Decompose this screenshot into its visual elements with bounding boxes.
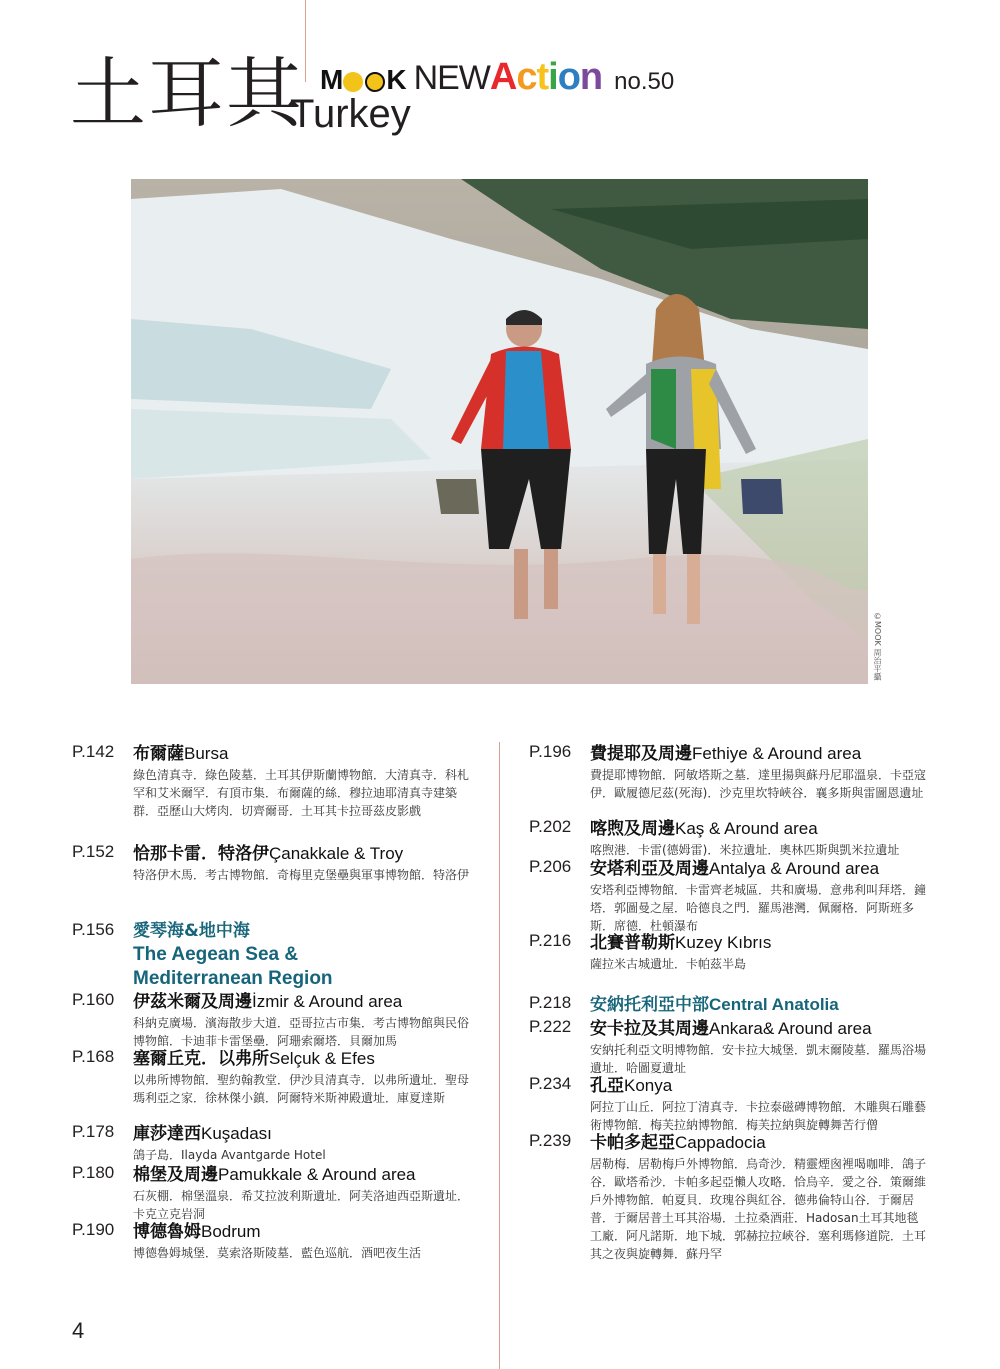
toc-description: 阿拉丁山丘．阿拉丁清真寺．卡拉泰磁磚博物館．木雕與石雕藝術博物館．梅芙拉納博物館．梅芙拉納與旋轉舞苦行僧 [590, 1100, 927, 1132]
toc-title [590, 817, 939, 841]
toc-title-en: Konya [624, 1076, 673, 1095]
toc-entry[interactable] [529, 1131, 939, 1261]
toc-page-number: P.168 [72, 1047, 115, 1066]
toc-description: 科納克廣場．濱海散步大道．亞哥拉古市集．考古博物館與民俗博物館．卡迪菲卡雷堡壘．阿珊索爾塔．貝爾加馬 [133, 1016, 470, 1048]
toc-page-number: P.206 [529, 857, 572, 876]
toc-title-en: Kaş & Around area [675, 819, 818, 838]
toc-title [133, 1122, 482, 1146]
toc-page-number: P.239 [529, 1131, 572, 1150]
toc-title [590, 1131, 939, 1155]
toc-entry[interactable] [72, 1163, 482, 1220]
toc-page-number: P.202 [529, 817, 572, 836]
toc-title [590, 857, 939, 881]
toc-title [133, 990, 482, 1014]
page-title-english: Turkey [290, 92, 411, 136]
toc-title [133, 742, 482, 766]
toc-entry[interactable] [72, 990, 482, 1047]
toc-title-zh: 博德魯姆 [133, 1222, 201, 1242]
toc-region-entry[interactable] [529, 993, 939, 1017]
toc-page-number: P.216 [529, 931, 572, 950]
toc-title-zh: 庫莎達西 [133, 1124, 201, 1144]
toc-entry[interactable] [72, 742, 482, 842]
toc-title-en: Pamukkale & Around area [218, 1165, 416, 1184]
region-title-zh: 安納托利亞中部 [590, 995, 709, 1015]
toc-description: 費提耶博物館．阿敏塔斯之墓．達里揚與蘇丹尼耶溫泉．卡亞寇伊．歐履德尼茲(死海)．沙克里坎特峽谷．襄多斯與雷圖恩遺址 [590, 768, 927, 800]
toc-page-number: P.178 [72, 1122, 115, 1141]
newaction-logo [414, 56, 603, 99]
region-title-en: Central Anatolia [709, 995, 839, 1014]
header-divider-line [305, 0, 306, 82]
toc-page-number: P.160 [72, 990, 115, 1009]
toc-title-zh: 塞爾丘克．以弗所 [133, 1049, 269, 1069]
toc-title-en: Antalya & Around area [709, 859, 880, 878]
toc-title [133, 1047, 482, 1071]
toc-title-en: Çanakkale & Troy [269, 844, 404, 863]
toc-page-number: P.218 [529, 993, 572, 1012]
toc-title [590, 931, 939, 955]
toc-entry[interactable] [529, 817, 939, 857]
toc-title-zh: 恰那卡雷．特洛伊 [133, 844, 269, 864]
brand-logo [320, 56, 674, 99]
toc-description: 薩拉米古城遺址．卡帕茲半島 [590, 957, 747, 971]
toc-title-en: İzmir & Around area [252, 992, 403, 1011]
toc-title-zh: 卡帕多起亞 [590, 1133, 675, 1153]
toc-title-zh: 安塔利亞及周邊 [590, 859, 709, 879]
region-title-en-line2: Mediterranean Region [133, 968, 333, 989]
toc-title-zh: 費提耶及周邊 [590, 744, 692, 764]
toc-title-en: Ankara& Around area [709, 1019, 872, 1038]
page-number: 4 [72, 1318, 85, 1343]
toc-description: 博德魯姆城堡．莫索洛斯陵墓．藍色巡航．酒吧夜生活 [133, 1246, 422, 1260]
brand-new-text: NEW [413, 59, 490, 97]
toc-right-column [529, 742, 939, 1261]
toc-title-en: Kuşadası [201, 1124, 272, 1143]
toc-page-number: P.222 [529, 1017, 572, 1036]
toc-description: 喀煦港．卡雷(德姆雷)．米拉遺址．奧林匹斯與凱米拉遺址 [590, 843, 900, 857]
toc-title [133, 842, 482, 866]
brand-action-text: Action [489, 56, 603, 98]
toc-title [133, 1163, 482, 1187]
toc-description: 以弗所博物館．聖約翰教堂．伊沙貝清真寺．以弗所遺址．聖母瑪利亞之家．徐林傑小鎮．阿爾特米斯神殿遺址．庫夏達斯 [133, 1073, 470, 1105]
toc-description: 特洛伊木馬．考古博物館．奇梅里克堡壘與軍事博物館．特洛伊 [133, 868, 470, 882]
region-title-zh: 愛琴海&地中海 [133, 921, 250, 941]
photo-credit: ©MOOK 周治平攝 [873, 612, 882, 681]
toc-description: 居勒梅．居勒梅戶外博物館．烏奇沙．精靈煙囪裡喝咖啡．鴿子谷．歐塔希沙．卡帕多起亞懶人攻略．恰烏辛．愛之谷．策爾維戶外博物館．帕夏貝．玫瑰谷與紅谷．德弗倫特山谷．于爾居普．于爾居普土耳其浴場．土拉桑酒莊．Hadosan土耳其地毯工廠．阿凡諾斯．地下城．郭赫拉拉峽谷．塞利瑪修道院．土耳其之夜與旋轉舞．蘇丹罕 [590, 1157, 927, 1261]
toc-description: 石灰棚．棉堡溫泉．希艾拉波利斯遺址．阿芙洛迪西亞斯遺址．卡克立克岩洞 [133, 1189, 470, 1221]
toc-page-number: P.234 [529, 1074, 572, 1093]
toc-title [133, 1220, 482, 1244]
region-title-en-line1: The Aegean Sea & [133, 944, 299, 965]
toc-title-zh: 伊茲米爾及周邊 [133, 992, 252, 1012]
toc-entry[interactable] [529, 857, 939, 931]
issue-number: no.50 [614, 68, 675, 95]
toc-title-en: Bursa [184, 744, 229, 763]
toc-title-zh: 安卡拉及其周邊 [590, 1019, 709, 1039]
toc-page-number: P.142 [72, 742, 115, 761]
toc-title [590, 1074, 939, 1098]
toc-entry[interactable] [529, 742, 939, 817]
toc-entry[interactable] [72, 1220, 482, 1261]
toc-title-zh: 孔亞 [590, 1076, 624, 1096]
toc-page-number: P.196 [529, 742, 572, 761]
toc-title-en: Fethiye & Around area [692, 744, 862, 763]
toc-page-number: P.152 [72, 842, 115, 861]
toc-entry[interactable] [72, 842, 482, 920]
toc-title-en: Cappadocia [675, 1133, 766, 1152]
column-divider-line [499, 742, 500, 1369]
mook-logo: M K [320, 64, 406, 95]
toc-title [590, 742, 939, 766]
toc-entry[interactable] [529, 1074, 939, 1131]
toc-title-en: Bodrum [201, 1222, 261, 1241]
toc-page-number: P.180 [72, 1163, 115, 1182]
toc-title [590, 1017, 939, 1041]
toc-description: 綠色清真寺．綠色陵墓．土耳其伊斯蘭博物館．大清真寺．科札罕和艾米爾罕．有頂市集．布爾薩的絲．穆拉迪耶清真寺建築群．亞歷山大烤肉．切齊爾哥．土耳其卡拉哥茲皮影戲 [133, 768, 470, 818]
toc-entry[interactable] [72, 1047, 482, 1122]
toc-entry[interactable] [529, 931, 939, 993]
toc-title-zh: 棉堡及周邊 [133, 1165, 218, 1185]
toc-left-column [72, 742, 482, 1261]
toc-description: 安納托利亞文明博物館．安卡拉大城堡．凱末爾陵墓．羅馬浴場遺址．哈圖夏遺址 [590, 1043, 927, 1075]
toc-region-entry[interactable] [72, 920, 482, 990]
hero-photo [131, 179, 868, 684]
region-title [590, 993, 939, 1017]
toc-title-en: Kuzey Kıbrıs [675, 933, 772, 952]
toc-title-zh: 北賽普勒斯 [590, 933, 675, 953]
toc-title-en: Selçuk & Efes [269, 1049, 375, 1068]
toc-page-number: P.156 [72, 920, 115, 939]
toc-description: 安塔利亞博物館．卡雷齊老城區．共和廣場．意弗利叫拜塔．鐘塔．郭圖曼之屋．哈德良之門．羅馬港灣．佩爾格．阿斯班多斯．席德．杜頓瀑布 [590, 883, 927, 933]
toc-description: 鴿子島．Ilayda Avantgarde Hotel [133, 1148, 326, 1162]
toc-title-zh: 布爾薩 [133, 744, 184, 764]
toc-page-number: P.190 [72, 1220, 115, 1239]
toc-entry[interactable] [72, 1122, 482, 1163]
page-title-chinese: 土耳其 [70, 49, 304, 138]
toc-title-zh: 喀煦及周邊 [590, 819, 675, 839]
toc-entry[interactable] [529, 1017, 939, 1074]
